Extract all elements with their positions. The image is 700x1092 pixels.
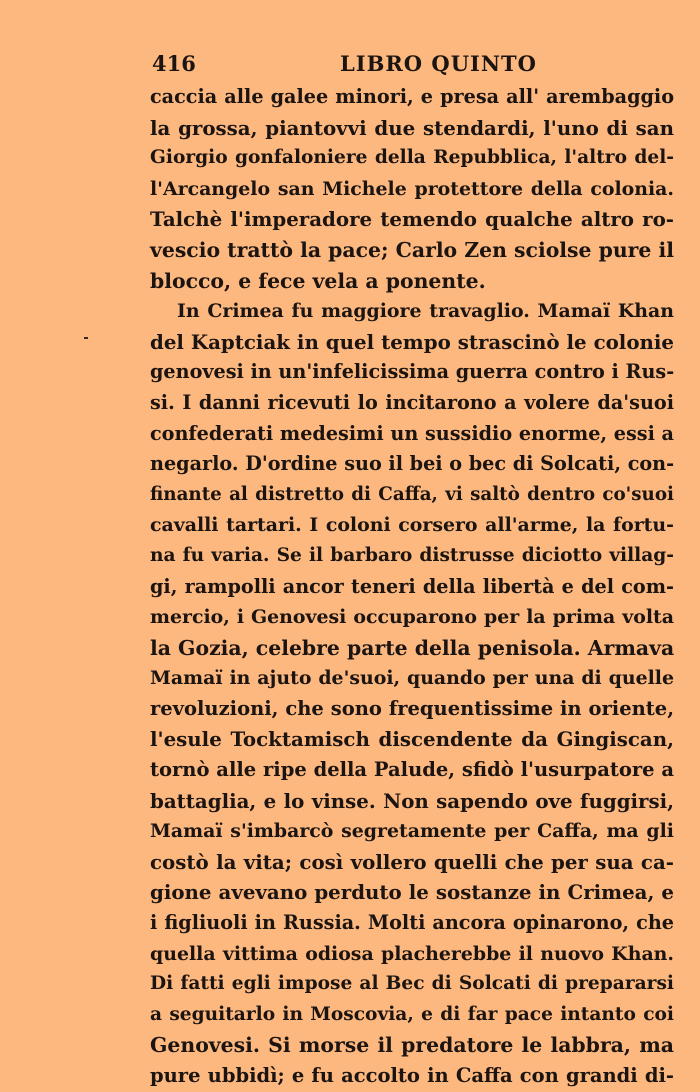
text-line: battaglia, e lo vinse. Non sapendo ove fuggirsi, (150, 788, 674, 813)
text-line: mercio, i Genovesi occuparono per la prima volta (150, 606, 674, 629)
text-line: quella vittima odiosa placherebbe il nuovo Khan. (150, 942, 674, 965)
text-line: caccia alle galee minori, e presa all' arembaggio (150, 85, 674, 108)
text-line: Mamaï s'imbarcò segretamente per Caffa, ma gli (150, 820, 674, 843)
text-line: a seguitarlo in Moscovia, e di far pace intanto coi (150, 1003, 674, 1025)
page-header (150, 49, 672, 79)
text-line: Mamaï in ajuto de'suoi, quando per una di quelle (150, 667, 674, 690)
text-line: na fu varia. Se il barbaro distrusse diciotto villag- (150, 544, 674, 566)
running-head: LIBRO QUINTO (340, 51, 537, 76)
text-line: gione avevano perduto le sostanze in Crimea, e (150, 880, 674, 905)
text-line: genovesi in un'infelicissima guerra contro i Rus- (150, 360, 675, 384)
text-line: cavalli tartari. I coloni corsero all'arme, la fortu- (150, 514, 674, 537)
text-line: pure ubbidì; e fu accolto in Caffa con grandi di- (150, 1064, 674, 1087)
text-line: vescio trattò la pace; Carlo Zen sciolse pure il (150, 237, 674, 262)
text-line: Genovesi. Si morse il predatore le labbra, ma (150, 1033, 674, 1058)
page-number: 416 (152, 51, 196, 76)
text-line: Talchè l'imperadore temendo qualche altro ro- (150, 207, 674, 232)
text-line: revoluzioni, che sono frequentissime in oriente, (150, 696, 674, 720)
text-line: l'Arcangelo san Michele protettore della colonia. (150, 177, 674, 200)
text-line: i figliuoli in Russia. Molti ancora opinarono, che (150, 911, 674, 935)
text-line: finante al distretto di Caffa, vi saltò dentro co'suoi (150, 483, 674, 505)
text-line: confederati medesimi un sussidio enorme, essi a (150, 421, 674, 445)
text-line: Di fatti egli impose al Bec di Solcati di prepararsi (150, 973, 674, 995)
paragraph-start-line: In Crimea fu maggiore travaglio. Mamaï Khan (177, 300, 674, 323)
text-line: la grossa, piantovvi due stendardi, l'uno di san (150, 115, 674, 140)
text-line: negarlo. D'ordine suo il bei o bec di Solcati, con- (150, 452, 675, 476)
margin-mark (84, 337, 88, 339)
text-line: Giorgio gonfaloniere della Repubblica, l'altro del- (150, 147, 674, 169)
text-line: del Kaptciak in quel tempo strascinò le colonie (150, 329, 674, 354)
text-line: costò la vita; così vollero quelli che per sua ca- (150, 849, 674, 874)
body-text (150, 82, 674, 1092)
text-line: si. I danni ricevuti lo incitarono a volere da'suoi (150, 390, 674, 414)
text-line: tornò alle ripe della Palude, sfidò l'usurpatore a (150, 758, 674, 782)
text-line: gi, rampolli ancor teneri della libertà e del com- (150, 574, 674, 598)
text-line: la Gozia, celebre parte della penisola. Armava (150, 635, 675, 660)
text-line: blocco, e fece vela a ponente. (150, 268, 486, 293)
text-line: l'esule Tocktamisch discendente da Gingiscan, (150, 727, 674, 752)
